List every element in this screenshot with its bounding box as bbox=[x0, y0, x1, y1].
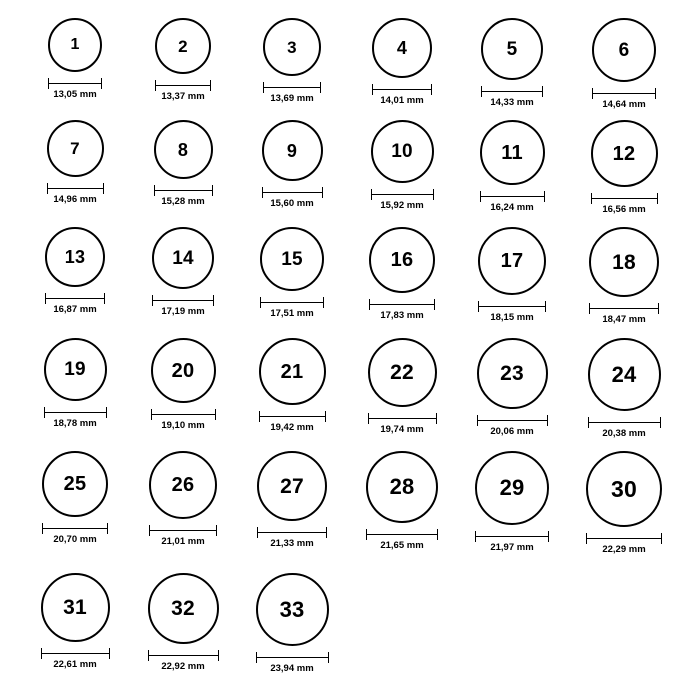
ring-circle-wrapper bbox=[372, 18, 432, 78]
ring-circle-wrapper bbox=[151, 338, 216, 403]
measure-tick-left bbox=[260, 297, 261, 308]
ring-size-cell bbox=[357, 451, 447, 551]
measure-tick-right bbox=[325, 411, 326, 422]
ring-circle bbox=[588, 338, 661, 411]
ring-circle bbox=[263, 18, 321, 76]
ring-size-number: 30 bbox=[611, 475, 637, 502]
ring-circle-wrapper bbox=[42, 451, 108, 517]
measure-line bbox=[369, 304, 435, 305]
diameter-label: 16,56 mm bbox=[602, 204, 646, 215]
measure-tick-right bbox=[655, 88, 656, 99]
measure-tick-right bbox=[101, 78, 102, 89]
measure-line bbox=[155, 85, 211, 86]
diameter-measure-bar bbox=[41, 648, 110, 658]
diameter-measure-bar bbox=[155, 80, 211, 90]
diameter-label: 19,42 mm bbox=[270, 422, 314, 433]
diameter-measure-bar bbox=[368, 413, 437, 423]
measure-line bbox=[41, 653, 110, 654]
ring-size-number: 14 bbox=[172, 247, 194, 269]
ring-circle-wrapper bbox=[263, 18, 321, 76]
measure-line bbox=[372, 89, 432, 90]
ring-size-cell bbox=[138, 573, 228, 672]
ring-size-cell bbox=[30, 227, 120, 315]
ring-size-number: 1 bbox=[70, 36, 80, 53]
measure-line bbox=[371, 194, 434, 195]
diameter-label: 23,94 mm bbox=[270, 663, 314, 674]
ring-size-number: 28 bbox=[389, 474, 415, 499]
measure-tick-right bbox=[326, 527, 327, 538]
diameter-label: 13,05 mm bbox=[53, 89, 97, 100]
measure-tick-left bbox=[259, 411, 260, 422]
ring-circle bbox=[371, 120, 434, 183]
ring-circle bbox=[148, 573, 219, 644]
measure-tick-left bbox=[151, 409, 152, 420]
measure-tick-left bbox=[481, 86, 482, 97]
ring-size-number: 15 bbox=[281, 248, 303, 270]
diameter-measure-bar bbox=[591, 193, 658, 203]
measure-tick-right bbox=[542, 86, 543, 97]
ring-size-number: 33 bbox=[279, 596, 305, 622]
ring-circle-wrapper bbox=[369, 227, 435, 293]
ring-circle-wrapper bbox=[48, 18, 102, 72]
measure-line bbox=[44, 412, 107, 413]
ring-size-number: 29 bbox=[499, 475, 525, 500]
ring-circle bbox=[48, 18, 102, 72]
ring-circle-wrapper bbox=[152, 227, 214, 289]
measure-tick-left bbox=[475, 531, 476, 542]
diameter-label: 18,47 mm bbox=[602, 314, 646, 325]
measure-tick-left bbox=[477, 415, 478, 426]
measure-tick-left bbox=[588, 417, 589, 428]
diameter-measure-bar bbox=[257, 527, 327, 537]
measure-line bbox=[480, 196, 545, 197]
ring-size-cell bbox=[467, 451, 557, 553]
ring-size-number: 25 bbox=[63, 473, 87, 495]
ring-size-cell bbox=[467, 227, 557, 323]
ring-size-number: 9 bbox=[286, 140, 298, 161]
measure-line bbox=[151, 414, 216, 415]
diameter-label: 19,10 mm bbox=[161, 420, 205, 431]
measure-tick-right bbox=[212, 185, 213, 196]
ring-circle bbox=[481, 18, 543, 80]
diameter-label: 14,33 mm bbox=[490, 97, 534, 108]
measure-line bbox=[48, 83, 102, 84]
ring-circle-wrapper bbox=[366, 451, 438, 523]
diameter-label: 17,51 mm bbox=[270, 308, 314, 319]
ring-circle-wrapper bbox=[588, 338, 661, 411]
ring-circle bbox=[47, 120, 104, 177]
diameter-measure-bar bbox=[371, 189, 434, 199]
ring-size-number: 18 bbox=[612, 250, 636, 274]
diameter-label: 17,19 mm bbox=[161, 306, 205, 317]
measure-tick-left bbox=[480, 191, 481, 202]
ring-circle bbox=[586, 451, 662, 527]
measure-tick-right bbox=[434, 299, 435, 310]
ring-size-number: 4 bbox=[396, 38, 408, 58]
ring-size-number: 16 bbox=[390, 249, 414, 271]
ring-circle bbox=[478, 227, 546, 295]
measure-line bbox=[481, 91, 543, 92]
measure-tick-left bbox=[589, 303, 590, 314]
measure-tick-right bbox=[216, 525, 217, 536]
measure-line bbox=[263, 87, 321, 88]
ring-size-number: 12 bbox=[612, 142, 636, 165]
diameter-label: 13,69 mm bbox=[270, 93, 314, 104]
measure-tick-left bbox=[257, 527, 258, 538]
ring-size-number: 19 bbox=[64, 359, 86, 380]
measure-line bbox=[368, 418, 437, 419]
diameter-measure-bar bbox=[478, 301, 546, 311]
ring-circle bbox=[369, 227, 435, 293]
ring-size-number: 17 bbox=[500, 250, 524, 272]
measure-tick-left bbox=[372, 84, 373, 95]
measure-tick-left bbox=[366, 529, 367, 540]
ring-size-number: 7 bbox=[70, 139, 80, 158]
measure-line bbox=[257, 532, 327, 533]
ring-size-cell bbox=[138, 227, 228, 317]
ring-circle bbox=[260, 227, 324, 291]
ring-size-cell bbox=[579, 338, 669, 439]
measure-tick-left bbox=[154, 185, 155, 196]
diameter-measure-bar bbox=[262, 187, 323, 197]
ring-circle-wrapper bbox=[368, 338, 437, 407]
ring-size-cell bbox=[247, 227, 337, 319]
ring-size-cell bbox=[357, 338, 447, 435]
diameter-measure-bar bbox=[47, 183, 104, 193]
ring-size-cell bbox=[357, 227, 447, 321]
measure-line bbox=[260, 302, 324, 303]
ring-circle-wrapper bbox=[45, 227, 105, 287]
measure-tick-left bbox=[256, 652, 257, 663]
measure-tick-right bbox=[658, 303, 659, 314]
ring-circle bbox=[256, 573, 329, 646]
measure-tick-right bbox=[548, 531, 549, 542]
ring-circle bbox=[259, 338, 326, 405]
diameter-measure-bar bbox=[263, 82, 321, 92]
diameter-label: 21,01 mm bbox=[161, 536, 205, 547]
measure-tick-left bbox=[369, 299, 370, 310]
ring-circle bbox=[368, 338, 437, 407]
diameter-label: 18,15 mm bbox=[490, 312, 534, 323]
ring-circle bbox=[257, 451, 327, 521]
ring-size-number: 11 bbox=[501, 141, 523, 164]
measure-line bbox=[152, 300, 214, 301]
measure-tick-right bbox=[661, 533, 662, 544]
ring-circle-wrapper bbox=[41, 573, 110, 642]
diameter-measure-bar bbox=[151, 409, 216, 419]
diameter-measure-bar bbox=[45, 293, 105, 303]
ring-size-cell bbox=[30, 18, 120, 100]
measure-line bbox=[262, 192, 323, 193]
diameter-label: 21,97 mm bbox=[490, 542, 534, 553]
diameter-measure-bar bbox=[148, 650, 219, 660]
measure-tick-right bbox=[210, 80, 211, 91]
measure-line bbox=[589, 308, 659, 309]
diameter-label: 20,70 mm bbox=[53, 534, 97, 545]
measure-tick-left bbox=[591, 193, 592, 204]
diameter-measure-bar bbox=[259, 411, 326, 421]
ring-circle-wrapper bbox=[149, 451, 217, 519]
ring-size-number: 22 bbox=[390, 361, 414, 384]
diameter-label: 14,01 mm bbox=[380, 95, 424, 106]
ring-circle bbox=[480, 120, 545, 185]
measure-tick-left bbox=[368, 413, 369, 424]
diameter-measure-bar bbox=[42, 523, 108, 533]
ring-size-cell bbox=[579, 227, 669, 325]
measure-line bbox=[478, 306, 546, 307]
diameter-measure-bar bbox=[260, 297, 324, 307]
ring-size-number: 31 bbox=[63, 596, 87, 619]
ring-size-number: 6 bbox=[618, 39, 630, 61]
ring-size-number: 23 bbox=[500, 362, 524, 385]
ring-circle-wrapper bbox=[480, 120, 545, 185]
ring-size-number: 20 bbox=[171, 359, 195, 382]
measure-line bbox=[47, 188, 104, 189]
measure-tick-right bbox=[218, 650, 219, 661]
measure-tick-right bbox=[323, 297, 324, 308]
ring-circle-wrapper bbox=[475, 451, 549, 525]
ring-size-number: 3 bbox=[287, 37, 297, 57]
ring-circle-wrapper bbox=[260, 227, 324, 291]
ring-size-number: 2 bbox=[178, 36, 188, 56]
measure-line bbox=[475, 536, 549, 537]
ring-size-number: 21 bbox=[280, 360, 304, 383]
measure-line bbox=[45, 298, 105, 299]
diameter-label: 22,61 mm bbox=[53, 659, 97, 670]
measure-line bbox=[259, 416, 326, 417]
measure-tick-right bbox=[436, 413, 437, 424]
diameter-label: 21,65 mm bbox=[380, 540, 424, 551]
ring-circle bbox=[591, 120, 658, 187]
ring-size-cell bbox=[138, 120, 228, 207]
diameter-measure-bar bbox=[48, 78, 102, 88]
ring-size-cell bbox=[467, 18, 557, 108]
diameter-label: 18,78 mm bbox=[53, 418, 97, 429]
diameter-measure-bar bbox=[589, 303, 659, 313]
ring-circle bbox=[41, 573, 110, 642]
ring-size-number: 5 bbox=[506, 38, 518, 60]
measure-tick-right bbox=[545, 301, 546, 312]
ring-size-number: 24 bbox=[611, 361, 637, 387]
ring-size-cell bbox=[357, 18, 447, 106]
diameter-measure-bar bbox=[149, 525, 217, 535]
measure-tick-left bbox=[44, 407, 45, 418]
measure-tick-right bbox=[320, 82, 321, 93]
diameter-label: 15,28 mm bbox=[161, 196, 205, 207]
diameter-measure-bar bbox=[44, 407, 107, 417]
measure-tick-right bbox=[437, 529, 438, 540]
diameter-measure-bar bbox=[592, 88, 656, 98]
measure-line bbox=[148, 655, 219, 656]
measure-line bbox=[366, 534, 438, 535]
measure-tick-left bbox=[586, 533, 587, 544]
measure-tick-left bbox=[48, 78, 49, 89]
ring-size-cell bbox=[30, 120, 120, 205]
ring-circle-wrapper bbox=[154, 120, 213, 179]
measure-tick-left bbox=[592, 88, 593, 99]
measure-tick-left bbox=[42, 523, 43, 534]
measure-tick-right bbox=[215, 409, 216, 420]
diameter-label: 14,64 mm bbox=[602, 99, 646, 110]
measure-tick-left bbox=[262, 187, 263, 198]
measure-line bbox=[591, 198, 658, 199]
ring-size-number: 27 bbox=[280, 474, 304, 498]
measure-line bbox=[586, 538, 662, 539]
diameter-label: 16,87 mm bbox=[53, 304, 97, 315]
ring-size-cell bbox=[579, 451, 669, 555]
ring-size-cell bbox=[467, 338, 557, 437]
ring-size-cell bbox=[357, 120, 447, 211]
measure-tick-right bbox=[322, 187, 323, 198]
ring-size-cell bbox=[247, 120, 337, 209]
measure-tick-left bbox=[155, 80, 156, 91]
diameter-measure-bar bbox=[152, 295, 214, 305]
measure-tick-right bbox=[328, 652, 329, 663]
measure-tick-right bbox=[104, 293, 105, 304]
ring-circle bbox=[149, 451, 217, 519]
ring-circle-wrapper bbox=[262, 120, 323, 181]
diameter-label: 14,96 mm bbox=[53, 194, 97, 205]
diameter-label: 19,74 mm bbox=[380, 424, 424, 435]
ring-circle bbox=[152, 227, 214, 289]
diameter-label: 20,06 mm bbox=[490, 426, 534, 437]
measure-tick-right bbox=[660, 417, 661, 428]
measure-tick-right bbox=[544, 191, 545, 202]
diameter-label: 17,83 mm bbox=[380, 310, 424, 321]
ring-size-cell bbox=[138, 451, 228, 547]
diameter-label: 22,92 mm bbox=[161, 661, 205, 672]
ring-size-number: 10 bbox=[391, 141, 413, 162]
measure-tick-left bbox=[149, 525, 150, 536]
ring-circle-wrapper bbox=[477, 338, 548, 409]
measure-tick-left bbox=[47, 183, 48, 194]
ring-circle bbox=[475, 451, 549, 525]
measure-line bbox=[42, 528, 108, 529]
ring-circle-wrapper bbox=[478, 227, 546, 295]
diameter-measure-bar bbox=[480, 191, 545, 201]
ring-circle bbox=[42, 451, 108, 517]
measure-tick-left bbox=[45, 293, 46, 304]
diameter-measure-bar bbox=[369, 299, 435, 309]
ring-circle bbox=[151, 338, 216, 403]
measure-tick-right bbox=[106, 407, 107, 418]
ring-size-number: 13 bbox=[64, 247, 86, 267]
diameter-measure-bar bbox=[154, 185, 213, 195]
ring-size-cell bbox=[579, 120, 669, 215]
ring-circle-wrapper bbox=[256, 573, 329, 646]
ring-size-cell bbox=[467, 120, 557, 213]
diameter-label: 20,38 mm bbox=[602, 428, 646, 439]
diameter-measure-bar bbox=[586, 533, 662, 543]
ring-size-cell bbox=[579, 18, 669, 110]
measure-tick-left bbox=[148, 650, 149, 661]
ring-circle-wrapper bbox=[586, 451, 662, 527]
ring-circle bbox=[45, 227, 105, 287]
ring-circle-wrapper bbox=[371, 120, 434, 183]
ring-size-cell bbox=[138, 18, 228, 102]
ring-size-cell bbox=[247, 451, 337, 549]
ring-size-cell bbox=[247, 573, 337, 674]
ring-circle-wrapper bbox=[148, 573, 219, 644]
ring-circle bbox=[592, 18, 656, 82]
ring-circle-wrapper bbox=[481, 18, 543, 80]
ring-size-cell bbox=[30, 338, 120, 429]
ring-circle bbox=[44, 338, 107, 401]
measure-tick-right bbox=[547, 415, 548, 426]
ring-circle bbox=[372, 18, 432, 78]
ring-circle bbox=[477, 338, 548, 409]
measure-line bbox=[588, 422, 661, 423]
measure-tick-right bbox=[103, 183, 104, 194]
diameter-measure-bar bbox=[477, 415, 548, 425]
ring-circle bbox=[155, 18, 211, 74]
ring-circle-wrapper bbox=[259, 338, 326, 405]
ring-circle-wrapper bbox=[591, 120, 658, 187]
ring-circle bbox=[366, 451, 438, 523]
diameter-measure-bar bbox=[475, 531, 549, 541]
measure-tick-right bbox=[657, 193, 658, 204]
diameter-measure-bar bbox=[256, 652, 329, 662]
ring-size-cell bbox=[247, 18, 337, 104]
measure-tick-left bbox=[371, 189, 372, 200]
measure-line bbox=[256, 657, 329, 658]
measure-tick-right bbox=[213, 295, 214, 306]
diameter-label: 15,92 mm bbox=[380, 200, 424, 211]
diameter-label: 16,24 mm bbox=[490, 202, 534, 213]
measure-tick-right bbox=[107, 523, 108, 534]
measure-tick-right bbox=[433, 189, 434, 200]
diameter-label: 22,29 mm bbox=[602, 544, 646, 555]
measure-line bbox=[149, 530, 217, 531]
ring-circle-wrapper bbox=[47, 120, 104, 177]
diameter-measure-bar bbox=[588, 417, 661, 427]
ring-circle bbox=[262, 120, 323, 181]
measure-tick-left bbox=[41, 648, 42, 659]
ring-circle-wrapper bbox=[592, 18, 656, 82]
measure-tick-right bbox=[431, 84, 432, 95]
ring-size-number: 26 bbox=[171, 474, 195, 496]
measure-line bbox=[477, 420, 548, 421]
measure-tick-left bbox=[152, 295, 153, 306]
ring-circle bbox=[589, 227, 659, 297]
ring-circle bbox=[154, 120, 213, 179]
ring-size-cell bbox=[30, 451, 120, 545]
ring-size-cell bbox=[138, 338, 228, 431]
measure-tick-right bbox=[109, 648, 110, 659]
ring-circle-wrapper bbox=[589, 227, 659, 297]
diameter-measure-bar bbox=[372, 84, 432, 94]
diameter-label: 15,60 mm bbox=[270, 198, 314, 209]
diameter-label: 21,33 mm bbox=[270, 538, 314, 549]
ring-circle-wrapper bbox=[155, 18, 211, 74]
ring-circle-wrapper bbox=[44, 338, 107, 401]
ring-size-number: 8 bbox=[177, 139, 189, 160]
measure-line bbox=[154, 190, 213, 191]
ring-size-cell bbox=[30, 573, 120, 670]
diameter-label: 13,37 mm bbox=[161, 91, 205, 102]
ring-size-number: 32 bbox=[171, 597, 195, 620]
measure-line bbox=[592, 93, 656, 94]
ring-circle-wrapper bbox=[257, 451, 327, 521]
measure-tick-left bbox=[478, 301, 479, 312]
diameter-measure-bar bbox=[481, 86, 543, 96]
diameter-measure-bar bbox=[366, 529, 438, 539]
ring-size-cell bbox=[247, 338, 337, 433]
measure-tick-left bbox=[263, 82, 264, 93]
